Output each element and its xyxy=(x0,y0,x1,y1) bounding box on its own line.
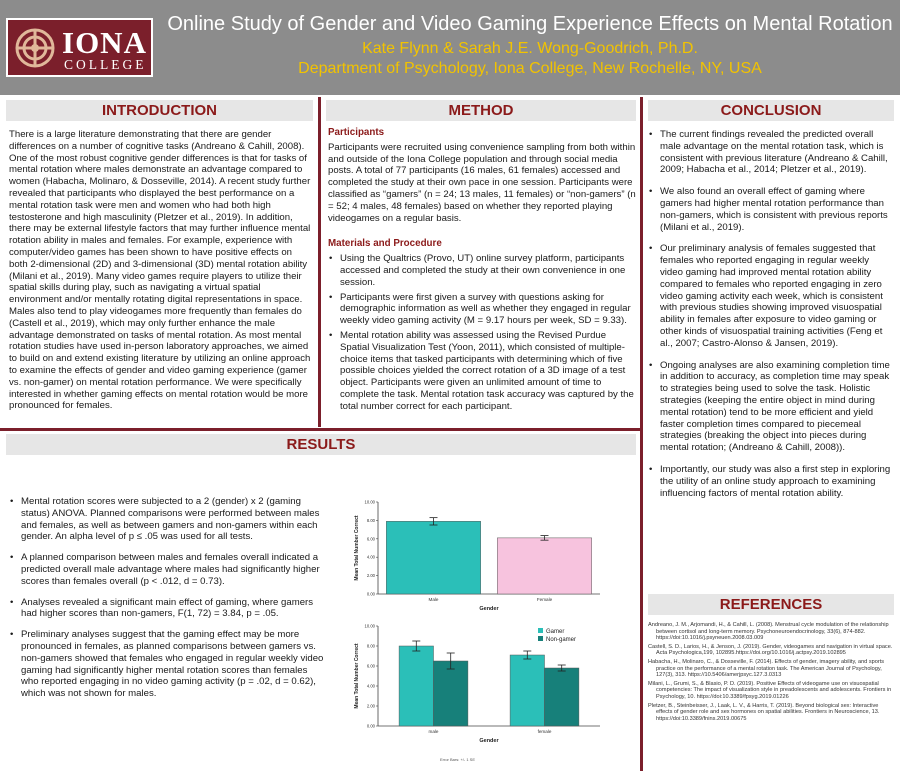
conclusion-heading: CONCLUSION xyxy=(648,100,894,121)
gender-bar-chart xyxy=(340,494,610,612)
conclusion-panel xyxy=(648,129,894,509)
bar-female-gamer xyxy=(510,655,544,726)
bar-male-non-gamer xyxy=(434,661,468,726)
method-heading: METHOD xyxy=(326,100,636,121)
x-axis-label: Gender xyxy=(479,606,499,612)
legend-label: Non-gamer xyxy=(546,637,577,643)
results-panel xyxy=(9,496,325,709)
list-item: • We also found an overall effect of gaming where gamers had higher mental rotation performance than non-gamers, which is consistent with previous reports (Milani et al., 2019). xyxy=(648,186,894,233)
gender-gaming-bar-chart xyxy=(340,618,610,752)
y-tick-label: 2.00 xyxy=(366,703,375,709)
references-heading: REFERENCES xyxy=(648,594,894,615)
poster-title: Online Study of Gender and Video Gaming Experience Effects on Mental Rotation xyxy=(167,13,893,35)
celtic-knot-icon xyxy=(14,27,56,69)
bar-female-non-gamer xyxy=(545,668,579,726)
y-tick-label: 4.00 xyxy=(366,554,375,560)
y-tick-label: 4.00 xyxy=(366,683,375,689)
y-axis-label: Mean Total Number Correct xyxy=(354,643,360,709)
poster-authors: Kate Flynn & Sarah J.E. Wong-Goodrich, Ph.D. xyxy=(362,40,698,57)
x-tick-label: male xyxy=(428,729,439,734)
legend-label: Gamer xyxy=(546,629,565,635)
logo-wordmark: IONA xyxy=(62,25,147,60)
method-panel xyxy=(328,127,636,416)
reference-item: Pletzer, B., Steinbeisser, J., Laak, L. V., & Harris, T. (2019). Beyond biological sex: Interactive effects of gender role and sex hormones on spatial abilities. Frontiers in Neuroscience, 13. https://doi:10.3389/fnins.2019.00675 xyxy=(648,702,880,722)
x-tick-label: Male xyxy=(428,597,439,602)
introduction-text: There is a large literature demonstrating that there are gender differences on a number of cognitive tasks (Andreano & Cahill, 2008). One of the most robust cognitive gender differences is that for tasks of mental rotation where males demonstrate an advantage compared to women (Habacha, Molinaro, & Dosseville, 2014). A recent study further revealed that participants who displayed the best performance on a mental rotation task were men and women who had both high testosterone and high masculinity (Pletzer et al., 2019). In addition, there may be external lifestyle factors that may further influence mental rotation ability in males and females. For example, experience with computer/video games has been shown to have positive effects on both 2-dimensional (2D) and 3-dimensional (3D) mental rotation ability (Milani et al., 2019). Many video games require players to utilize their spatial skills during play, such as navigating a virtual spatial environment and/or mentally rotating digital representations in space. Males also tend to play videogames more frequently than females do (Castell et al., 2019), which may only further enhance the male advantage demonstrated on tasks of mental rotation. As most mental rotation studies have used in-person laboratory approaches, we aimed to build on and extend existing literature by utilizing an online approach to examine the effects of gender and video gaming experience (gamer vs. non-gamer) on mental rotation performance. We were specifically interested in whether gaming effects on mental rotation would be more pronounced for females. xyxy=(9,129,311,412)
introduction-heading: INTRODUCTION xyxy=(6,100,313,121)
iona-college-logo xyxy=(6,18,153,77)
poster-header xyxy=(0,0,900,95)
logo-subtitle: COLLEGE xyxy=(64,57,147,72)
legend-swatch xyxy=(538,628,543,633)
y-tick-label: 8.00 xyxy=(366,643,375,649)
list-item: • The current findings revealed the predicted overall male advantage on the mental rotation task, which is consistent with previous literature (Andreano & Cahill, 2009; Habacha et al., 2014; Pletzer et al., 2019). xyxy=(648,129,894,176)
chart-footnote: Error Bars: +/- 1 SE xyxy=(440,757,476,762)
y-tick-label: 2.00 xyxy=(366,573,375,579)
list-item: • Our preliminary analysis of females suggested that females who reported engaging in regular weekly video gaming had improved mental rotation ability compared to females who reported engaging in zero video gaming activity each week, which is consistent with previous studies showing improved visuospatial ability in females after exposure to video gaming or other kinds of visuospatial training activities (Feng et al., 2007; Castro-Alonso & Jansen, 2019). xyxy=(648,243,894,349)
poster-affiliation: Department of Psychology, Iona College, New Rochelle, NY, USA xyxy=(298,60,762,77)
list-item: • Analyses revealed a significant main effect of gaming, where gamers had higher scores than non-gamers, F(1, 72) = 3.84, p = .05. xyxy=(9,597,325,621)
reference-item: Castell, S. D., Larios, H., & Jenson, J. (2019). Gender, videogames and navigation in virtual space. Acta Psychologica,199, 102895.https://doi.org/10.1016/j.actpsy.2019.102895 xyxy=(648,643,893,657)
x-axis-label: Gender xyxy=(479,738,499,744)
list-item: • Ongoing analyses are also examining completion time in addition to accuracy, as completion time may speak to strategies being used to solve the task. Holistic strategies (keeping the entire object in mind during mental rotation) tend to be more efficient and yield faster completion times compared to piecemeal strategies (breaking the object into pieces during mental rotation; (Andreano & Cahill, 2008)). xyxy=(648,360,894,454)
list-item: • Mental rotation scores were subjected to a 2 (gender) x 2 (gaming status) ANOVA. Planned comparisons were performed between males and females, as well as between gamers and non-gamers within each gender. An alpha level of p ≤ .05 was used for all tests. xyxy=(9,496,325,543)
list-item: • Preliminary analyses suggest that the gaming effect may be more pronounced in females, as planned comparisons between gamers vs. non-gamers showed that females who engaged in regular weekly video gaming had significantly higher mental rotation scores than females who reported engaging in no video gaming activity (p = .02, d = 0.62), which was not shown for males. xyxy=(9,629,325,700)
materials-heading: Materials and Procedure xyxy=(328,238,442,250)
y-tick-label: 6.00 xyxy=(366,663,375,669)
results-top-rule xyxy=(0,428,640,431)
materials-list xyxy=(328,253,636,412)
y-tick-label: 0.00 xyxy=(366,591,375,597)
participants-text: Participants were recruited using convenience sampling from both within and outside of the Iona College population and through social media posts. A total of 77 participants (16 males, 61 females) accessed and completed the study at their own pace in one session. Participants were classified as “gamers” (n = 24; 13 males, 11 females) or “non-gamers” (n = 52; 4 males, 48 females) based on whether they reported playing videogames on a regular basis. xyxy=(328,141,636,224)
list-item: • Using the Qualtrics (Provo, UT) online survey platform, participants accessed and completed the study at their own convenience in one session. xyxy=(328,253,636,288)
column-divider-left xyxy=(318,97,321,427)
y-tick-label: 10.00 xyxy=(364,623,375,629)
y-tick-label: 6.00 xyxy=(366,536,375,542)
references-list xyxy=(648,622,894,724)
y-tick-label: 8.00 xyxy=(366,517,375,523)
column-divider-right xyxy=(640,97,643,771)
x-tick-label: female xyxy=(537,729,552,734)
reference-item: Habacha, H., Molinaro, C., & Dosseville, F. (2014). Effects of gender, imagery ability, and sports practice on the performance of a mental rotation task. The American Journal of Psychology, 127(3), 313. https://10.5406/amerjpsyc.127.3.0313 xyxy=(648,658,885,679)
reference-item: Milani, L., Grumi, S., & Blasio, P. D. (2019). Positive Effects of videogame use on visuospatial competencies: The impact of visualization style in preadolescents and adolescents. Frontiers in Psychology, 10. https://doi:10.3389/fpsyg.2019.01226 xyxy=(648,680,892,700)
bar-male-gamer xyxy=(399,646,433,726)
y-tick-label: 0.00 xyxy=(366,723,375,729)
list-item: • Participants were first given a survey with questions asking for demographic information as well as whether they engaged in regular weekly video gaming activity (M = 9.17 hours per week, SD = 9.33). xyxy=(328,292,636,327)
list-item: • Importantly, our study was also a first step in exploring the utility of an online study approach to examining influencing factors of mental rotation ability. xyxy=(648,464,894,499)
x-tick-label: Female xyxy=(536,597,553,602)
list-item: • Mental rotation ability was assessed using the Revised Purdue Spatial Visualization Test (Yoon, 2011), which consisted of multiple-choice items that tasked participants with determining which of five possible choices yielded the correct rotation of a 3D image of a test object. Participants were given an unlimited amount of time to complete the task. Mental rotation task accuracy was captured by the total number correct for each participant. xyxy=(328,330,636,413)
reference-item: Andreano, J. M., Arjomandi, H., & Cahill, L. (2008). Menstrual cycle modulation of the relationship between cortisol and long-term memory. Psychoneuroendocrinology, 33(6), 874-882. https://doi:10.1016/j.psyneuen.2008.03.009 xyxy=(648,622,889,642)
bar-female xyxy=(497,538,591,594)
bar-male xyxy=(386,521,480,594)
results-heading: RESULTS xyxy=(6,434,636,455)
legend-swatch xyxy=(538,636,543,641)
participants-heading: Participants xyxy=(328,127,385,138)
y-tick-label: 10.00 xyxy=(364,499,375,505)
list-item: • A planned comparison between males and females overall indicated a predicted overall male advantage where males had significantly higher scores than females overall (p < .012, d = 0.73). xyxy=(9,552,325,587)
y-axis-label: Mean Total Number Correct xyxy=(354,515,360,581)
